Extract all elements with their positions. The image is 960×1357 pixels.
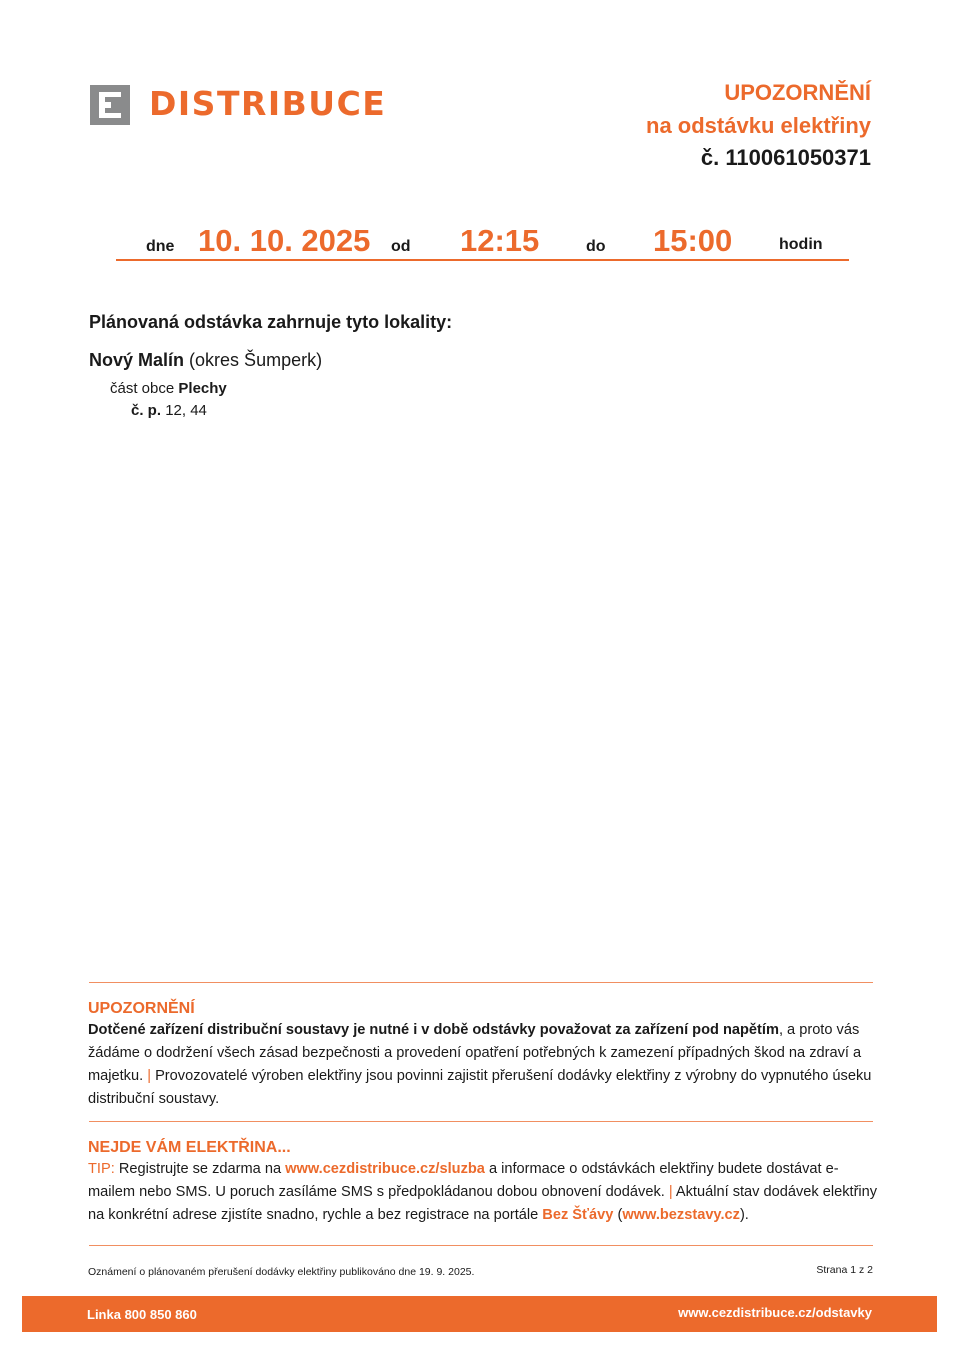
cp-label: č. p. [131,402,162,419]
label-from: od [391,238,411,255]
outage-date: 10. 10. 2025 [198,223,371,258]
notice-subtitle: na odstávku elektřiny [646,113,871,138]
portal-link[interactable]: www.bezstavy.cz [622,1207,740,1223]
tip-label: TIP: [88,1161,115,1177]
locality-town [89,350,322,371]
hotline[interactable]: Linka 800 850 860 [87,1307,197,1322]
tip-text-2: a informace o odstávkách elektřiny budete dostávat e-mailem nebo SMS. U poruch zasíláme SMS s předpokládanou dobou obnovení dodávek. [88,1161,839,1200]
district-name: (okres Šumperk) [189,350,323,370]
warning-text [88,1019,878,1111]
warning-bold-text: Dotčené zařízení distribuční soustavy je nutné i v době odstávky považovat za zařízení pod napětím [88,1022,779,1038]
localities-heading: Plánovaná odstávka zahrnuje tyto lokality: [89,312,453,332]
part-label: část obce [110,380,175,397]
warning-text-1: , a proto vás žádáme o dodržení všech zásad bezpečnosti a provedení opatření potřebných k zamezení případných škod na zdraví a majetku. [88,1022,862,1084]
part-name: Plechy [178,380,227,397]
time-to: 15:00 [653,223,733,258]
no-power-title: NEJDE VÁM ELEKTŘINA... [88,1139,291,1156]
notice-title: UPOZORNĚNÍ [724,80,871,105]
label-to: do [586,238,606,255]
locality-house-numbers [131,402,207,419]
service-link[interactable]: www.cezdistribuce.cz/sluzba [285,1161,485,1177]
paren-open: ( [617,1207,623,1223]
separator: | [668,1184,673,1200]
warning-title: UPOZORNĚNÍ [88,1000,195,1017]
cp-values: 12, 44 [165,402,207,419]
paren-close: ). [739,1207,749,1223]
label-day: dne [146,238,175,255]
label-hours: hodin [779,236,823,253]
page-number: Strana 1 z 2 [816,1264,873,1276]
brand-name: DISTRIBUCE [149,84,387,123]
warning-text-2: Provozovatelé výroben elektřiny jsou povinni zajistit přerušení dodávky elektřiny z výrobny do vypnutého úseku distribuční soustavy. [88,1068,872,1107]
outages-website-link[interactable]: www.cezdistribuce.cz/odstavky [678,1305,872,1320]
schedule-divider [116,259,849,261]
tip-text-3: Aktuální stav dodávek elektřiny na konkrétní adrese zjistíte snadno, rychle a bez registrace na portále [88,1184,878,1223]
tip-text-1: Registrujte se zdarma na [118,1161,282,1177]
notice-number: č. 110061050371 [700,145,871,170]
locality-part [110,380,227,397]
published-note: Oznámení o plánovaném přerušení dodávky elektřiny publikováno dne 19. 9. 2025. [88,1266,475,1278]
portal-name: Bez Šťávy [542,1207,614,1223]
divider-middle [89,1121,873,1122]
separator: | [147,1068,152,1084]
town-name: Nový Malín [89,350,185,370]
cez-logo-icon [90,85,130,125]
divider-bottom [89,1245,873,1246]
no-power-text [88,1158,878,1227]
time-from: 12:15 [460,223,540,258]
divider-top [89,982,873,983]
